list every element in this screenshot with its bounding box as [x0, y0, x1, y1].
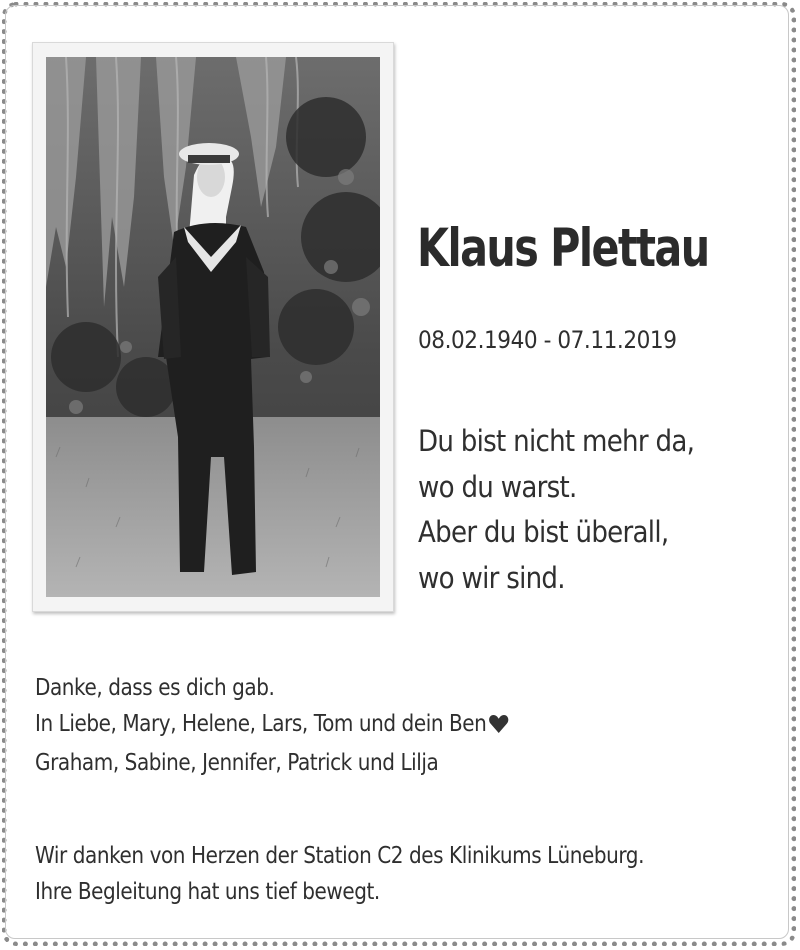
acknowledgement-note: [35, 838, 644, 910]
portrait-photo: [32, 42, 394, 612]
dedication-line-with-heart: [35, 706, 509, 745]
heart-icon: [488, 709, 509, 745]
poem-line: Du bist nicht mehr da,: [418, 424, 695, 458]
family-dedication: [35, 670, 509, 781]
poem-line: wo wir sind.: [418, 560, 565, 595]
deceased-name: Klaus Plettau: [417, 218, 709, 279]
dedication-line: Danke, dass es dich gab.: [35, 675, 275, 701]
life-dates: 08.02.1940 - 07.11.2019: [418, 326, 677, 354]
note-line: Wir danken von Herzen der Station C2 des Klinikums Lüneburg.: [35, 843, 645, 869]
dedication-line: In Liebe, Mary, Helene, Lars, Tom und dein Ben: [35, 711, 487, 737]
note-line: Ihre Begleitung hat uns tief bewegt.: [35, 879, 380, 905]
dedication-line: Graham, Sabine, Jennifer, Patrick und Lilja: [35, 750, 439, 776]
poem-line: wo du warst.: [418, 469, 577, 504]
sailor-portrait-image: [46, 57, 380, 597]
memorial-poem: [418, 419, 694, 601]
poem-line: Aber du bist überall,: [418, 515, 669, 549]
